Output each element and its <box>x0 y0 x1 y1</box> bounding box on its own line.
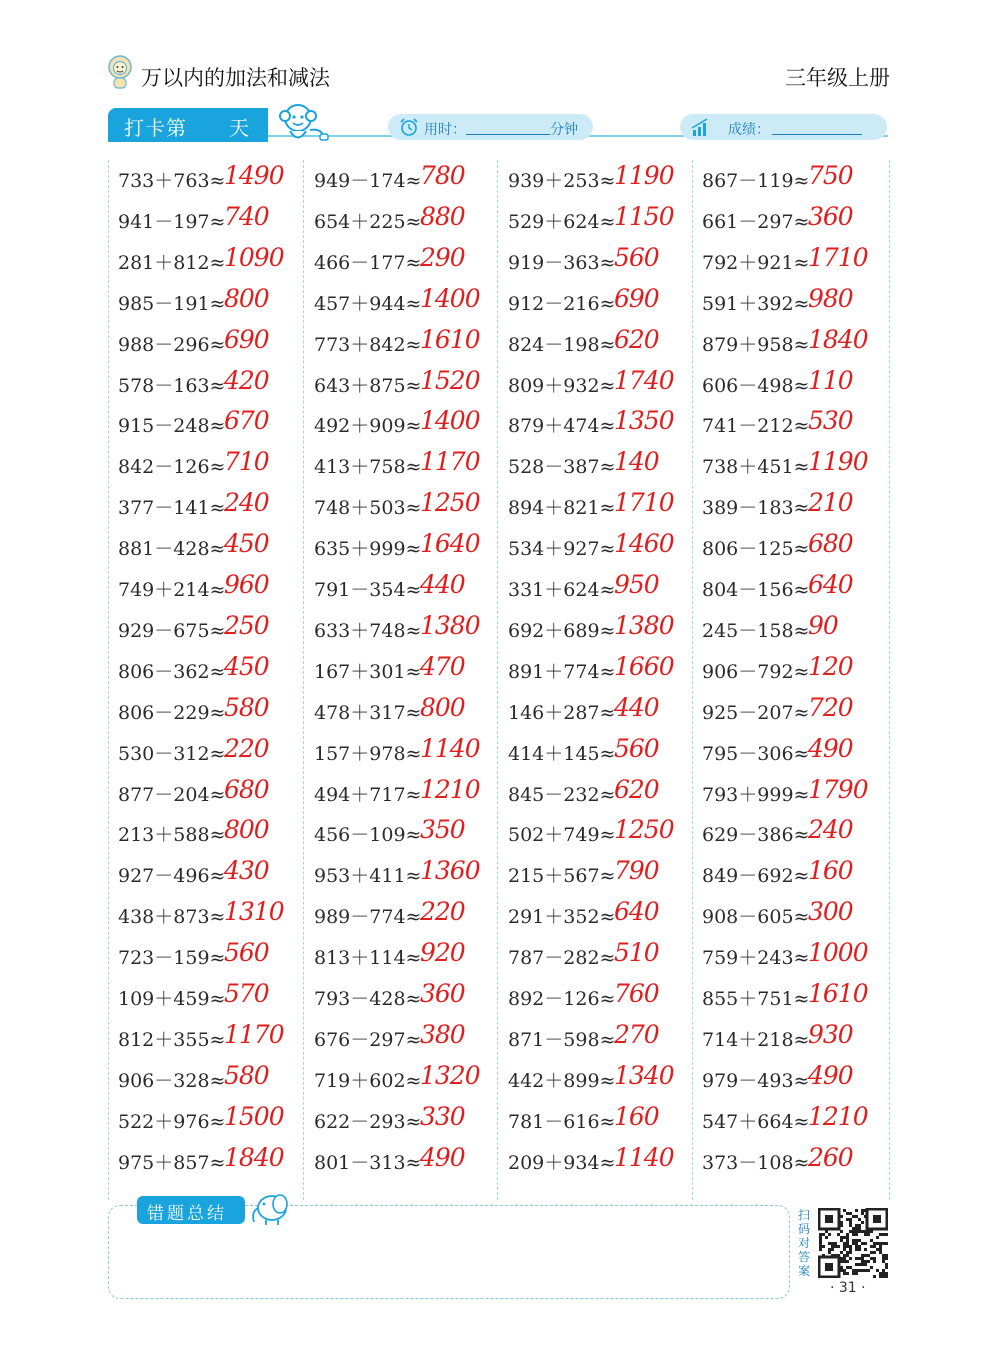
problem-expression: 906－792≈ <box>702 660 810 683</box>
handwritten-answer: 260 <box>808 1142 853 1172</box>
problem-expression: 891＋774≈ <box>508 660 616 683</box>
handwritten-answer: 800 <box>420 692 465 722</box>
problem-expression: 291＋352≈ <box>508 906 616 929</box>
problem-expression: 633＋748≈ <box>314 619 422 642</box>
problem-expression: 215＋567≈ <box>508 865 616 888</box>
problem-expression: 534＋927≈ <box>508 538 616 561</box>
handwritten-answer: 680 <box>224 774 269 804</box>
problem-expression: 773＋842≈ <box>314 333 422 356</box>
handwritten-answer: 160 <box>614 1101 659 1131</box>
handwritten-answer: 780 <box>420 161 465 190</box>
handwritten-answer: 510 <box>614 938 659 968</box>
problem-expression: 979－493≈ <box>702 1069 810 1092</box>
problem-expression: 759＋243≈ <box>702 947 810 970</box>
handwritten-answer: 690 <box>614 283 659 313</box>
problem-expression: 692＋689≈ <box>508 619 616 642</box>
handwritten-answer: 490 <box>420 1142 465 1172</box>
mistake-summary-tab <box>137 1196 245 1224</box>
handwritten-answer: 360 <box>808 201 853 231</box>
problem-expression: 530－312≈ <box>118 742 226 765</box>
problem-expression: 906－328≈ <box>118 1069 226 1092</box>
problem-expression: 438＋873≈ <box>118 906 226 929</box>
handwritten-answer: 1400 <box>420 283 480 313</box>
problem-expression: 842－126≈ <box>118 456 226 479</box>
checkin-label: 打卡第 天 <box>124 116 250 140</box>
problem-expression: 813＋114≈ <box>314 947 422 970</box>
handwritten-answer: 1610 <box>420 324 480 354</box>
handwritten-answer: 1190 <box>614 161 674 190</box>
problem-expression: 941－197≈ <box>118 210 226 233</box>
problem-expression: 781－616≈ <box>508 1110 616 1133</box>
handwritten-answer: 220 <box>224 733 269 763</box>
problem-expression: 879＋958≈ <box>702 333 810 356</box>
mistake-summary-label: 错题总结 <box>147 1204 227 1224</box>
handwritten-answer: 1380 <box>420 610 480 640</box>
problem-expression: 806－229≈ <box>118 701 226 724</box>
handwritten-answer: 1380 <box>614 610 674 640</box>
handwritten-answer: 760 <box>614 979 659 1008</box>
problem-expression: 494＋717≈ <box>314 783 422 806</box>
handwritten-answer: 1460 <box>614 529 674 559</box>
handwritten-answer: 880 <box>420 201 465 231</box>
handwritten-answer: 1520 <box>420 365 480 395</box>
problem-expression: 157＋978≈ <box>314 742 422 765</box>
problem-expression: 975＋857≈ <box>118 1151 226 1174</box>
handwritten-answer: 330 <box>420 1101 465 1131</box>
problem-expression: 894＋821≈ <box>508 497 616 520</box>
handwritten-answer: 670 <box>224 406 269 436</box>
problem-expression: 676－297≈ <box>314 1028 422 1051</box>
handwritten-answer: 1790 <box>808 774 868 804</box>
problem-expression: 985－191≈ <box>118 292 226 315</box>
problem-expression: 871－598≈ <box>508 1028 616 1051</box>
handwritten-answer: 90 <box>808 610 838 640</box>
handwritten-answer: 240 <box>808 815 853 845</box>
problem-expression: 795－306≈ <box>702 742 810 765</box>
problem-expression: 812＋355≈ <box>118 1028 226 1051</box>
handwritten-answer: 960 <box>224 570 269 599</box>
handwritten-answer: 440 <box>614 692 659 722</box>
problem-expression: 849－692≈ <box>702 865 810 888</box>
handwritten-answer: 490 <box>808 1060 853 1090</box>
page-header <box>105 52 890 98</box>
problem-expression: 109＋459≈ <box>118 988 226 1010</box>
handwritten-answer: 160 <box>808 856 853 886</box>
problem-expression: 793－428≈ <box>314 988 422 1010</box>
handwritten-answer: 790 <box>614 856 659 886</box>
problem-expression: 919－363≈ <box>508 251 616 274</box>
problem-expression: 522＋976≈ <box>118 1110 226 1133</box>
handwritten-answer: 750 <box>808 161 853 190</box>
problem-expression: 654＋225≈ <box>314 210 422 233</box>
problem-expression: 591＋392≈ <box>702 292 810 315</box>
problem-expression: 824－198≈ <box>508 333 616 356</box>
column-divider <box>692 160 693 1200</box>
problem-expression: 502＋749≈ <box>508 824 616 847</box>
problem-expression: 804－156≈ <box>702 579 810 601</box>
handwritten-answer: 1360 <box>420 856 480 886</box>
problem-expression: 801－313≈ <box>314 1151 422 1174</box>
problem-expression: 492＋909≈ <box>314 415 422 438</box>
score-field[interactable] <box>680 114 887 140</box>
handwritten-answer: 1490 <box>224 161 284 190</box>
problem-expression: 413＋758≈ <box>314 456 422 479</box>
problem-expression: 929－675≈ <box>118 619 226 642</box>
handwritten-answer: 290 <box>420 242 465 272</box>
problem-expression: 606－498≈ <box>702 374 810 397</box>
handwritten-answer: 950 <box>614 570 659 599</box>
handwritten-answer: 430 <box>224 856 269 886</box>
problem-expression: 792＋921≈ <box>702 251 810 274</box>
problem-expression: 331＋624≈ <box>508 579 616 601</box>
handwritten-answer: 930 <box>808 1019 853 1049</box>
problem-expression: 661－297≈ <box>702 210 810 233</box>
handwritten-answer: 570 <box>224 979 269 1008</box>
problem-expression: 714＋218≈ <box>702 1028 810 1051</box>
handwritten-answer: 1140 <box>420 733 480 763</box>
problem-expression: 414＋145≈ <box>508 742 616 765</box>
handwritten-answer: 1150 <box>614 201 674 231</box>
problem-expression: 809＋932≈ <box>508 374 616 397</box>
problem-expression: 879＋474≈ <box>508 415 616 438</box>
handwritten-answer: 1210 <box>808 1101 868 1131</box>
problem-expression: 867－119≈ <box>702 170 810 192</box>
problem-expression: 741－212≈ <box>702 415 810 438</box>
elephant-mascot-icon <box>248 1190 294 1226</box>
handwritten-answer: 1320 <box>420 1060 480 1090</box>
handwritten-answer: 1170 <box>224 1019 284 1049</box>
score-blank <box>772 134 862 135</box>
problem-expression: 877－204≈ <box>118 783 226 806</box>
handwritten-answer: 640 <box>614 897 659 927</box>
problem-expression: 953＋411≈ <box>314 865 422 888</box>
problem-expression: 547＋664≈ <box>702 1110 810 1133</box>
problem-expression: 457＋944≈ <box>314 292 422 315</box>
handwritten-answer: 1340 <box>614 1060 674 1090</box>
time-unit: 分钟 <box>550 122 578 138</box>
problem-expression: 939＋253≈ <box>508 170 616 192</box>
handwritten-answer: 1090 <box>224 242 284 272</box>
problem-expression: 738＋451≈ <box>702 456 810 479</box>
handwritten-answer: 300 <box>808 897 853 927</box>
page-number: · 31 · <box>830 1280 866 1296</box>
problem-expression: 892－126≈ <box>508 988 616 1010</box>
scan-answer-label: 扫码对答案 <box>798 1208 811 1278</box>
handwritten-answer: 1170 <box>420 447 480 477</box>
handwritten-answer: 1500 <box>224 1101 284 1131</box>
handwritten-answer: 1840 <box>808 324 868 354</box>
problem-expression: 927－496≈ <box>118 865 226 888</box>
handwritten-answer: 530 <box>808 406 853 436</box>
bar-chart-icon <box>690 117 712 137</box>
checkin-tab <box>108 108 268 142</box>
problem-expression: 881－428≈ <box>118 538 226 561</box>
problem-expression: 908－605≈ <box>702 906 810 929</box>
problem-expression: 925－207≈ <box>702 701 810 724</box>
chapter-title: 万以内的加法和减法 <box>141 66 330 90</box>
problem-expression: 373－108≈ <box>702 1151 810 1174</box>
handwritten-answer: 560 <box>614 242 659 272</box>
problem-expression: 791－354≈ <box>314 579 422 601</box>
handwritten-answer: 440 <box>420 570 465 599</box>
alarm-clock-icon <box>398 117 420 137</box>
handwritten-answer: 560 <box>224 938 269 968</box>
handwritten-answer: 1350 <box>614 406 674 436</box>
handwritten-answer: 490 <box>808 733 853 763</box>
handwritten-answer: 1710 <box>808 242 868 272</box>
column-divider <box>303 160 304 1200</box>
problem-expression: 578－163≈ <box>118 374 226 397</box>
time-field[interactable] <box>388 114 593 140</box>
problem-expression: 989－774≈ <box>314 906 422 929</box>
lion-mascot-icon <box>105 54 135 90</box>
handwritten-answer: 580 <box>224 692 269 722</box>
handwritten-answer: 560 <box>614 733 659 763</box>
problem-expression: 629－386≈ <box>702 824 810 847</box>
problem-expression: 466－177≈ <box>314 251 422 274</box>
time-blank <box>466 134 550 135</box>
handwritten-answer: 270 <box>614 1019 659 1049</box>
problem-expression: 949－174≈ <box>314 170 422 192</box>
problem-expression: 478＋317≈ <box>314 701 422 724</box>
handwritten-answer: 800 <box>224 815 269 845</box>
problem-expression: 389－183≈ <box>702 497 810 520</box>
handwritten-answer: 420 <box>224 365 269 395</box>
handwritten-answer: 920 <box>420 938 465 968</box>
problem-expression: 635＋999≈ <box>314 538 422 561</box>
problem-expression: 915－248≈ <box>118 415 226 438</box>
problem-expression: 209＋934≈ <box>508 1151 616 1174</box>
problem-expression: 442＋899≈ <box>508 1069 616 1092</box>
time-label: 用时： <box>424 122 466 138</box>
problem-expression: 146＋287≈ <box>508 701 616 724</box>
handwritten-answer: 450 <box>224 529 269 559</box>
handwritten-answer: 620 <box>614 324 659 354</box>
handwritten-answer: 360 <box>420 979 465 1008</box>
handwritten-answer: 1210 <box>420 774 480 804</box>
column-divider <box>497 160 498 1200</box>
problem-expression: 213＋588≈ <box>118 824 226 847</box>
handwritten-answer: 1640 <box>420 529 480 559</box>
problem-expression: 793＋999≈ <box>702 783 810 806</box>
problem-expression: 855＋751≈ <box>702 988 810 1010</box>
qr-code-icon[interactable] <box>818 1208 888 1278</box>
problem-expression: 643＋875≈ <box>314 374 422 397</box>
handwritten-answer: 140 <box>614 447 659 477</box>
problem-expression: 456－109≈ <box>314 824 422 847</box>
handwritten-answer: 210 <box>808 488 853 518</box>
problem-expression: 167＋301≈ <box>314 660 422 683</box>
handwritten-answer: 350 <box>420 815 465 845</box>
handwritten-answer: 580 <box>224 1060 269 1090</box>
handwritten-answer: 1660 <box>614 651 674 681</box>
handwritten-answer: 1140 <box>614 1142 674 1172</box>
handwritten-answer: 1610 <box>808 979 868 1008</box>
handwritten-answer: 1710 <box>614 488 674 518</box>
handwritten-answer: 620 <box>614 774 659 804</box>
problem-expression: 845－232≈ <box>508 783 616 806</box>
handwritten-answer: 800 <box>224 283 269 313</box>
problem-expression: 806－125≈ <box>702 538 810 561</box>
problem-expression: 723－159≈ <box>118 947 226 970</box>
handwritten-answer: 1000 <box>808 938 868 968</box>
problem-expression: 529＋624≈ <box>508 210 616 233</box>
handwritten-answer: 1250 <box>420 488 480 518</box>
monkey-mascot-icon <box>272 100 332 146</box>
handwritten-answer: 1400 <box>420 406 480 436</box>
handwritten-answer: 240 <box>224 488 269 518</box>
problem-expression: 245－158≈ <box>702 619 810 642</box>
handwritten-answer: 640 <box>808 570 853 599</box>
handwritten-answer: 720 <box>808 692 853 722</box>
problem-expression: 622－293≈ <box>314 1110 422 1133</box>
score-label: 成绩： <box>728 122 770 138</box>
handwritten-answer: 1250 <box>614 815 674 845</box>
handwritten-answer: 1190 <box>808 447 868 477</box>
handwritten-answer: 110 <box>808 365 853 395</box>
problem-expression: 912－216≈ <box>508 292 616 315</box>
handwritten-answer: 380 <box>420 1019 465 1049</box>
problem-expression: 377－141≈ <box>118 497 226 520</box>
handwritten-answer: 740 <box>224 201 269 231</box>
handwritten-answer: 450 <box>224 651 269 681</box>
problem-expression: 749＋214≈ <box>118 579 226 601</box>
handwritten-answer: 680 <box>808 529 853 559</box>
handwritten-answer: 690 <box>224 324 269 354</box>
handwritten-answer: 470 <box>420 651 465 681</box>
handwritten-answer: 1310 <box>224 897 284 927</box>
problem-expression: 281＋812≈ <box>118 251 226 274</box>
problem-expression: 988－296≈ <box>118 333 226 356</box>
handwritten-answer: 1840 <box>224 1142 284 1172</box>
handwritten-answer: 250 <box>224 610 269 640</box>
problem-expression: 748＋503≈ <box>314 497 422 520</box>
handwritten-answer: 220 <box>420 897 465 927</box>
problem-expression: 528－387≈ <box>508 456 616 479</box>
handwritten-answer: 710 <box>224 447 269 477</box>
problem-expression: 733＋763≈ <box>118 170 226 192</box>
handwritten-answer: 980 <box>808 283 853 313</box>
problem-expression: 806－362≈ <box>118 660 226 683</box>
problem-expression: 787－282≈ <box>508 947 616 970</box>
handwritten-answer: 1740 <box>614 365 674 395</box>
problem-expression: 719＋602≈ <box>314 1069 422 1092</box>
grade-label: 三年级上册 <box>785 66 890 90</box>
handwritten-answer: 120 <box>808 651 853 681</box>
